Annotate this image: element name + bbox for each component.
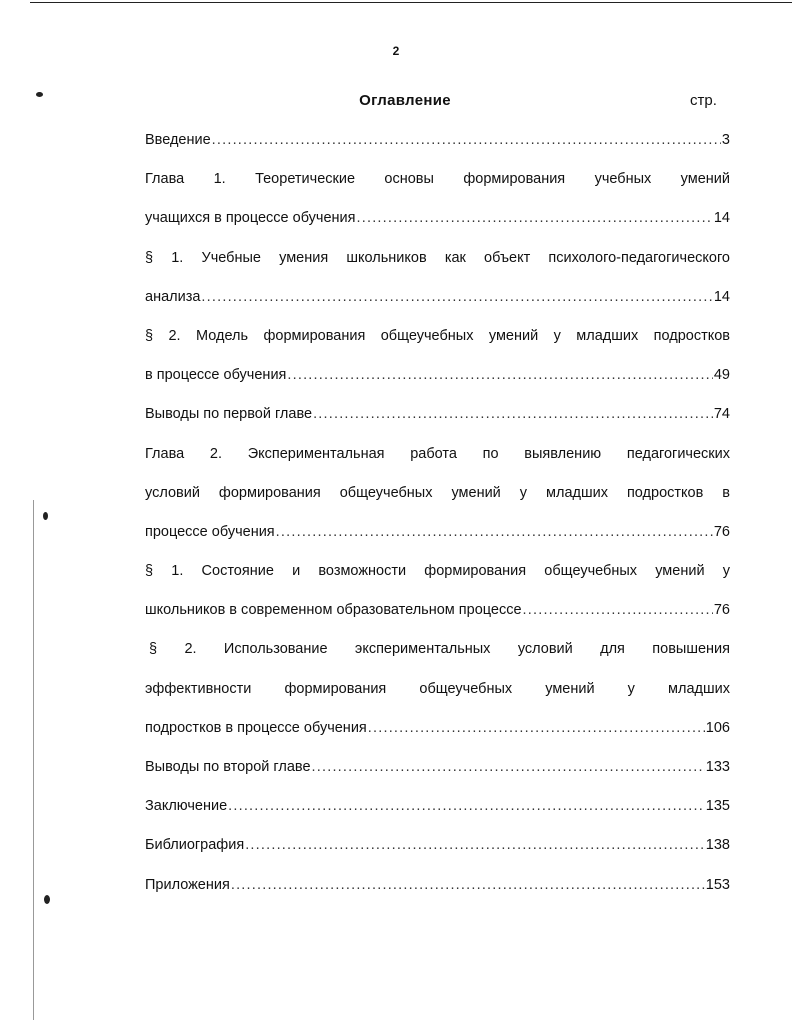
toc-entry: эффективности формирования общеучебных умений у младших: [145, 680, 730, 697]
toc-entry: школьников в современном образовательном процессе ..... 76: [145, 601, 730, 640]
page-number: 2: [392, 44, 400, 58]
page-title: Оглавление: [359, 92, 451, 109]
toc-entry: Введение ..... 3: [145, 131, 730, 170]
toc-entry: подростков в процессе обучения ..... 106: [145, 719, 730, 758]
scan-speck: [44, 895, 50, 904]
scan-edge-line: [33, 500, 34, 1020]
toc-entry: Заключение ..... 135: [145, 797, 730, 836]
toc-entry: условий формирования общеучебных умений у младших подростков в: [145, 484, 730, 501]
scan-speck: [43, 512, 48, 520]
scan-speck: [36, 92, 43, 97]
toc-entry: Глава 2. Экспериментальная работа по выявлению педагогических: [145, 445, 730, 462]
toc-entry: Библиография ..... 138: [145, 836, 730, 875]
toc-entry: Выводы по первой главе ..... 74: [145, 405, 730, 444]
table-of-contents: [145, 131, 730, 915]
toc-entry: § 1. Состояние и возможности формирования общеучебных умений у: [145, 563, 730, 580]
toc-entry: процессе обучения ..... 76: [145, 523, 730, 562]
toc-entry: § 1. Учебные умения школьников как объект психолого-педагогического: [145, 249, 730, 266]
toc-entry: учащихся в процессе обучения ..... 14: [145, 209, 730, 248]
toc-entry: Приложения ..... 153: [145, 876, 730, 915]
toc-entry: § 2. Использование экспериментальных условий для повышения: [149, 641, 730, 658]
toc-entry: Выводы по второй главе ..... 133: [145, 758, 730, 797]
page-column-label: стр.: [690, 92, 717, 109]
toc-entry: анализа ..... 14: [145, 288, 730, 327]
toc-entry: в процессе обучения ..... 49: [145, 366, 730, 405]
toc-entry: Глава 1. Теоретические основы формирования учебных умений: [145, 171, 730, 188]
toc-entry: § 2. Модель формирования общеучебных умений у младших подростков: [145, 327, 730, 344]
page-top-edge: [30, 2, 792, 3]
